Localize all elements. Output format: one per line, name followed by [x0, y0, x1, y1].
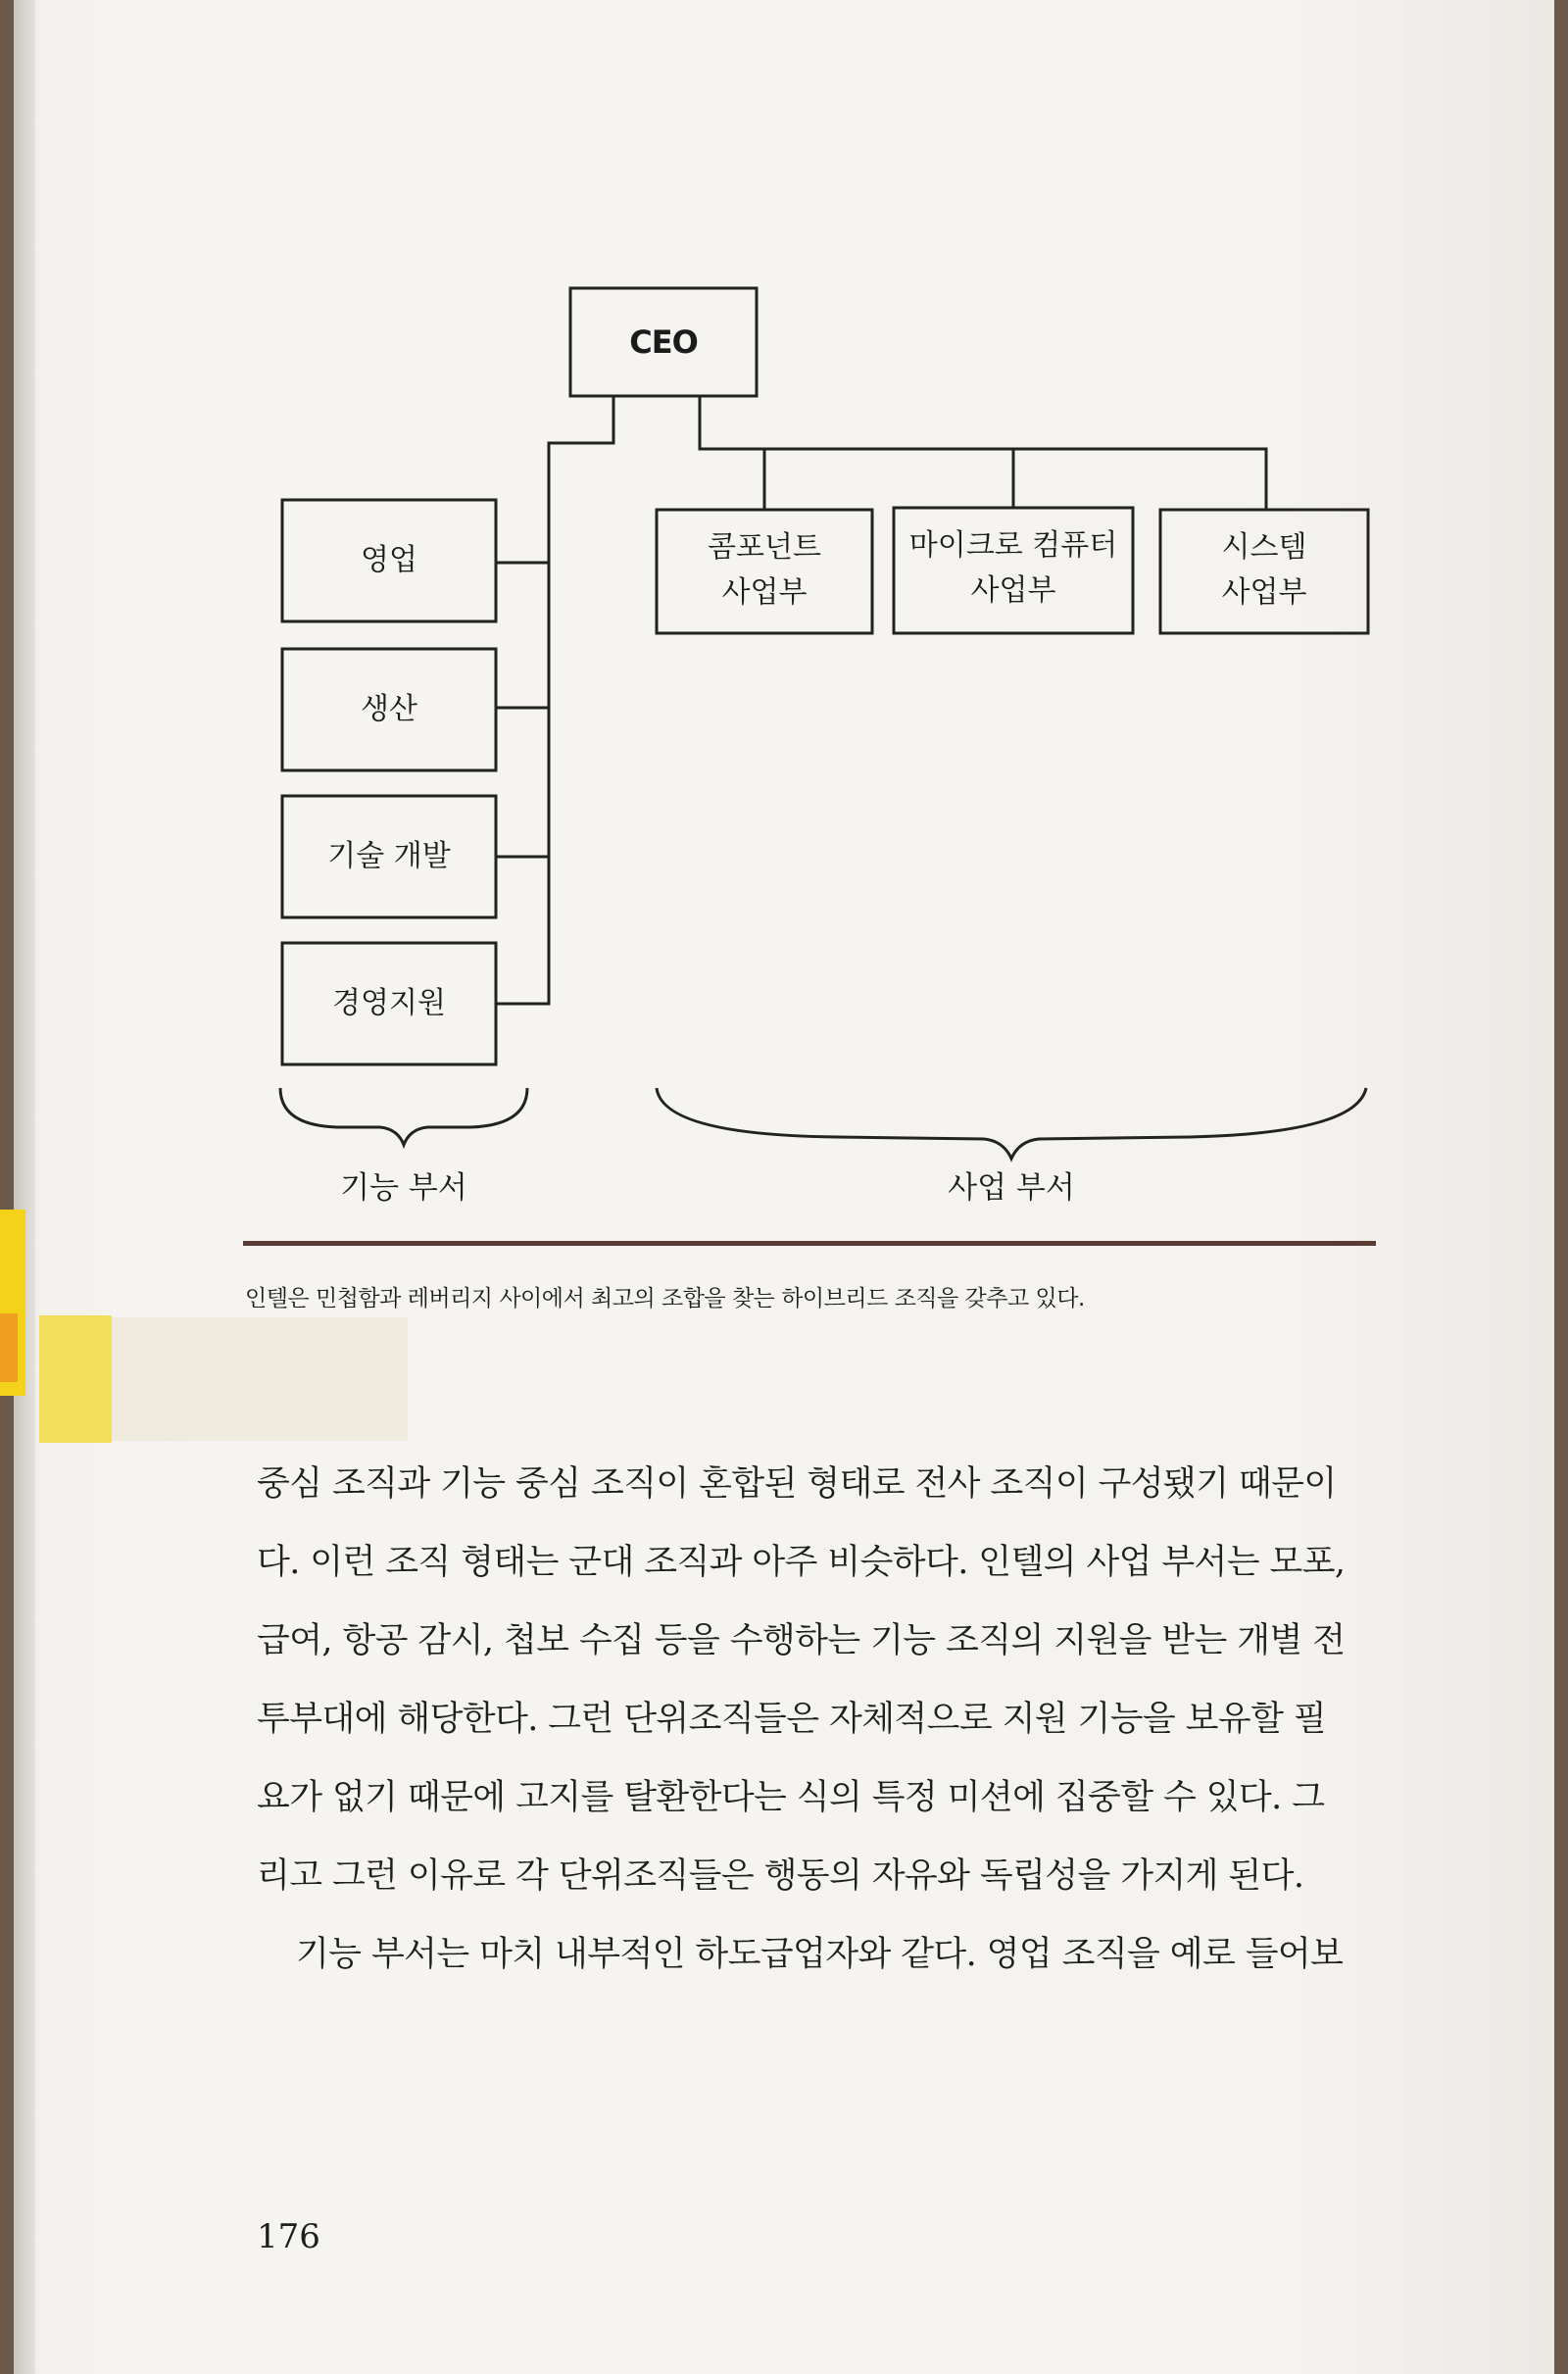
ceo-to-functions-line [496, 396, 613, 1004]
body-line: 요가 없기 때문에 고지를 탈환한다는 식의 특정 미션에 집중할 수 있다. 그 [257, 1778, 1325, 1817]
function-brace [280, 1088, 527, 1145]
ceo-to-businesses-line [700, 396, 1266, 510]
function-label-rnd: 기술 개발 [327, 839, 451, 873]
business-label-system-line1: 시스템 [1221, 530, 1307, 565]
body-line: 중심 조직과 기능 중심 조직이 혼합된 형태로 전사 조직이 구성됐기 때문이 [257, 1464, 1337, 1504]
body-line: 다. 이런 조직 형태는 군대 조직과 아주 비슷하다. 인텔의 사업 부서는 모포, [257, 1543, 1346, 1582]
function-label-admin: 경영지원 [332, 986, 446, 1020]
sticky-tab-orange [0, 1313, 18, 1382]
business-label-component [657, 525, 872, 616]
caption-rule [243, 1241, 1376, 1246]
body-line: 투부대에 해당한다. 그런 단위조직들은 자체적으로 지원 기능을 보유할 필 [257, 1700, 1327, 1739]
book-page [14, 0, 1554, 2374]
body-line: 급여, 항공 감시, 첩보 수집 등을 수행하는 기능 조직의 지원을 받는 개별 전 [257, 1621, 1346, 1660]
business-label-microcomputer-line2: 사업부 [970, 573, 1056, 608]
business-label-microcomputer [894, 523, 1133, 614]
function-group-label: 기능 부서 [340, 1170, 467, 1206]
body-line: 리고 그런 이유로 각 단위조직들은 행동의 자유와 독립성을 가지게 된다. [257, 1856, 1304, 1896]
function-label-sales: 영업 [361, 543, 417, 577]
business-label-microcomputer-line1: 마이크로 컴퓨터 [908, 528, 1118, 563]
business-label-system-line2: 사업부 [1221, 575, 1307, 610]
page-number: 176 [257, 2217, 320, 2256]
figure-caption: 인텔은 민첩함과 레버리지 사이에서 최고의 조합을 찾는 하이브리드 조직을 갖추고 있다. [245, 1286, 1085, 1311]
business-label-system [1160, 525, 1368, 616]
business-label-component-line2: 사업부 [721, 575, 808, 610]
function-label-production: 생산 [361, 692, 417, 726]
sticky-tab-clear [108, 1317, 408, 1441]
business-brace [657, 1088, 1366, 1159]
body-line: 기능 부서는 마치 내부적인 하도급업자와 같다. 영업 조직을 예로 들어보 [296, 1935, 1344, 1974]
ceo-label: CEO [629, 323, 698, 361]
body-text [257, 1445, 1382, 1994]
business-label-component-line1: 콤포넌트 [708, 530, 821, 565]
sticky-tab-strip [39, 1315, 112, 1443]
business-group-label: 사업 부서 [948, 1170, 1075, 1206]
org-chart-diagram [14, 0, 1554, 1235]
